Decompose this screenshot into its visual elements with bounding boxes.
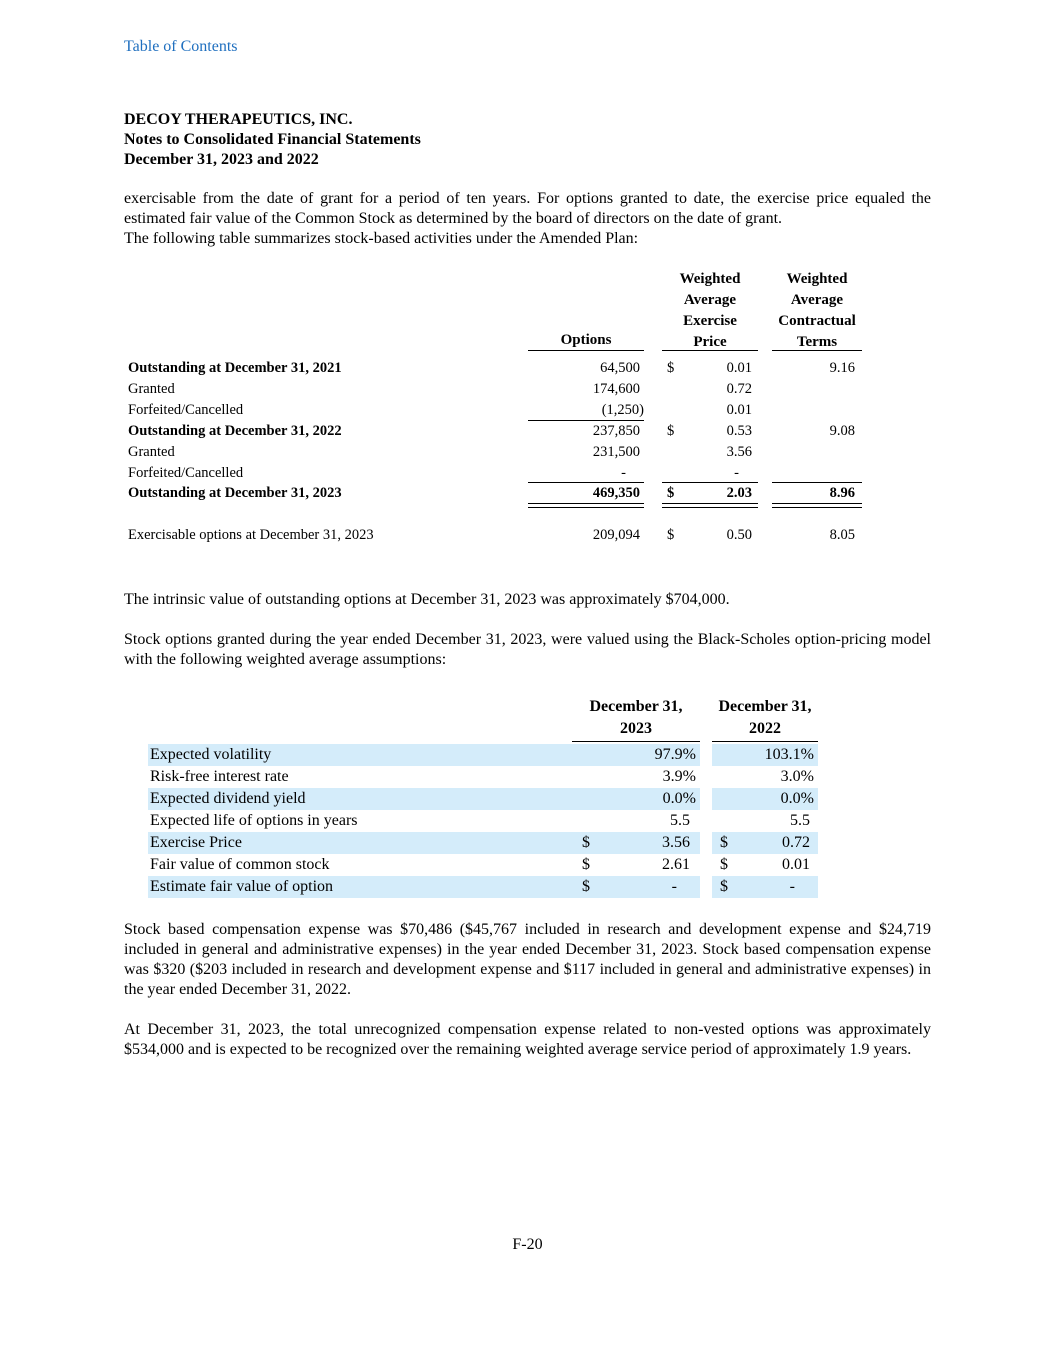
assumption-label: Estimate fair value of option [150,878,334,895]
row-price: 0.50 [726,527,752,543]
dollar-2022: $ [720,856,728,873]
value-2023: 0.0% [662,790,696,807]
statement-title: Notes to Consolidated Financial Statements [124,131,421,148]
total-rule [528,482,644,483]
row-terms: 9.08 [829,423,855,439]
col-header-2022: December 31, 2022 [718,698,812,737]
intro-paragraph: exercisable from the date of grant for a period of ten years. For options granted to date, the exercise price equaled the estimated fair value of the Common Stock as determined by the board of directors on the date of grant. [124,190,931,227]
value-2022: 0.72 [782,834,810,851]
value-2023: 3.9% [662,768,696,785]
unrecognized-expense-paragraph: At December 31, 2023, the total unrecognized compensation expense related to non-vested options was approximately $534,000 and is expected to be recognized over the remaining weighted average service period of approximately 1.9 years. [124,1021,931,1058]
assumption-label: Expected volatility [150,746,272,763]
col-header-price: Weighted Average Exercise Price [679,271,741,350]
total-rule [772,482,862,483]
page-number: F-20 [512,1236,543,1253]
assumption-label: Expected dividend yield [150,790,306,807]
black-scholes-paragraph: Stock options granted during the year ended December 31, 2023, were valued using the Black-Scholes option-pricing model with the following weighted average assumptions: [124,631,931,668]
value-2023: 3.56 [662,834,690,851]
subtotal-rule [528,420,644,421]
row-dollar: $ [667,423,675,439]
row-options: 231,500 [592,444,640,460]
row-dollar: $ [667,527,675,543]
row-options: 64,500 [600,360,640,376]
value-2023: 5.5 [670,812,690,829]
row-label: Outstanding at December 31, 2023 [128,485,342,501]
assumption-label: Exercise Price [150,834,242,851]
assumption-label: Risk-free interest rate [150,768,289,785]
header-rule [772,350,862,351]
value-2023: 2.61 [662,856,690,873]
value-2022: 0.0% [780,790,814,807]
dollar-2023: $ [582,878,590,895]
assumption-label: Fair value of common stock [150,856,330,873]
table-intro-paragraph: The following table summarizes stock-based activities under the Amended Plan: [124,230,639,247]
row-label: Outstanding at December 31, 2021 [128,360,342,376]
row-options: 174,600 [592,381,640,397]
double-rule [772,503,862,508]
row-dollar: $ [667,485,675,501]
col-header-2023: December 31, 2023 [589,698,683,737]
document-header [124,110,421,170]
table-of-contents-link[interactable]: Table of Contents [124,38,238,55]
col-header-terms: Weighted Average Contractual Terms [778,271,856,350]
row-price: - [734,465,739,481]
value-2022: 103.1% [764,746,814,763]
row-terms: 9.16 [829,360,855,376]
compensation-paragraph: Stock based compensation expense was $70,486 ($45,767 included in research and development expense and $24,719 included in general and administrative expenses) in the year ended December 31, 2023. Stock based compensation expense was $320 ($203 included in research and development expense and $117 included in general and administrative expenses) in the year ended December 31, 2022. [124,921,931,998]
row-terms: 8.96 [829,485,855,501]
row-price: 0.01 [726,360,752,376]
row-price: 3.56 [726,444,752,460]
row-label: Granted [128,444,175,460]
dollar-2023: $ [582,856,590,873]
row-options: 469,350 [592,485,640,501]
assumption-label: Expected life of options in years [150,812,358,829]
value-2022: 3.0% [780,768,814,785]
row-options: 237,850 [592,423,640,439]
row-label: Forfeited/Cancelled [128,465,244,481]
statement-period: December 31, 2023 and 2022 [124,151,319,168]
row-label: Forfeited/Cancelled [128,402,244,418]
row-price: 0.01 [726,402,752,418]
company-name: DECOY THERAPEUTICS, INC. [124,111,353,128]
row-price: 2.03 [726,485,752,501]
col-header-options: Options [560,332,612,348]
row-label: Exercisable options at December 31, 2023 [128,527,374,543]
dollar-2022: $ [720,834,728,851]
value-2022: 5.5 [790,812,810,829]
header-rule [662,350,758,351]
value-2022: - [789,878,795,895]
row-label: Outstanding at December 31, 2022 [128,423,342,439]
row-options: 209,094 [592,527,640,543]
value-2023: 97.9% [654,746,696,763]
row-options: (1,250) [601,402,644,418]
row-price: 0.72 [726,381,752,397]
dollar-2022: $ [720,878,728,895]
row-price: 0.53 [726,423,752,439]
header-rule [712,741,818,742]
header-rule [528,350,644,351]
total-rule [662,482,758,483]
value-2023: - [671,878,677,895]
double-rule [662,503,758,508]
row-terms: 8.05 [829,527,855,543]
row-label: Granted [128,381,175,397]
dollar-2023: $ [582,834,590,851]
header-rule [572,741,700,742]
row-dollar: $ [667,360,675,376]
intrinsic-value-paragraph: The intrinsic value of outstanding options at December 31, 2023 was approximately $704,000. [124,591,730,608]
value-2022: 0.01 [782,856,810,873]
double-rule [528,503,644,508]
row-options: - [621,465,626,481]
